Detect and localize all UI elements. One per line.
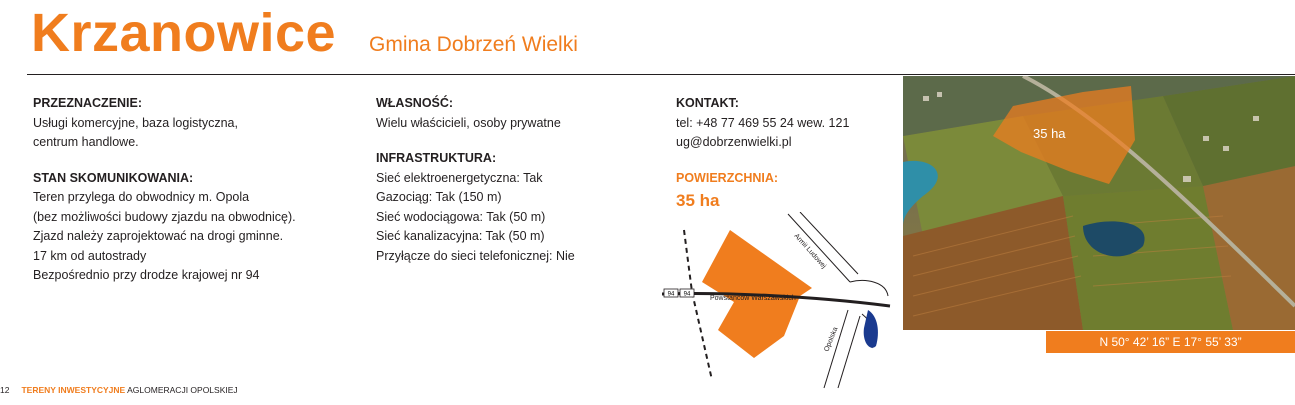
ownership-value: Wielu właścicieli, osoby prywatne	[376, 115, 561, 130]
page-title: Krzanowice	[31, 3, 337, 63]
contact-email[interactable]: ug@dobrzenwielki.pl	[676, 135, 792, 149]
access-line: Zjazd należy zaprojektować na drogi gminne.	[33, 229, 284, 243]
water-body	[864, 310, 878, 348]
purpose-line: Usługi komercyjne, baza logistyczna,	[33, 115, 238, 130]
footer-highlight: TERENY INWESTYCYJNE	[21, 385, 126, 395]
contact-phone: tel: +48 77 469 55 24 wew. 121	[676, 115, 850, 130]
access-heading: STAN SKOMUNIKOWANIA:	[33, 170, 194, 185]
access-line: 17 km od autostrady	[33, 248, 147, 263]
contact-heading: KONTAKT:	[676, 96, 739, 110]
page-subtitle: Gmina Dobrzeń Wielki	[369, 33, 578, 56]
infra-line: Sieć elektroenergetyczna: Tak	[376, 170, 543, 185]
railway-line	[684, 230, 712, 380]
aerial-photo	[903, 76, 1295, 330]
area-value: 35 ha	[676, 191, 720, 210]
column-ownership	[376, 94, 575, 266]
access-line: Teren przylega do obwodnicy m. Opola	[33, 190, 250, 204]
photo-area-label: 35 ha	[1033, 126, 1066, 141]
access-line: (bez możliwości budowy zjazdu na obwodnicę).	[33, 209, 296, 224]
gps-coordinates: N 50° 42’ 16” E 17° 55’ 33”	[1046, 331, 1295, 353]
street-label-opolska: Opolska	[823, 326, 840, 353]
street-label-powstancow: Powstańców Warszawskich	[710, 295, 796, 302]
column-purpose	[33, 94, 296, 286]
road-badge-label: 94	[683, 291, 691, 298]
infra-line: Sieć kanalizacyjna: Tak (50 m)	[376, 229, 545, 243]
road-badge-label: 94	[667, 291, 675, 298]
footer-text: AGLOMERACJI OPOLSKIEJ	[125, 385, 238, 395]
street-label-armii: Armii Ludowej	[792, 232, 828, 271]
page-number: 12	[0, 385, 10, 395]
header-divider	[27, 74, 1295, 75]
purpose-heading: PRZEZNACZENIE:	[33, 96, 143, 110]
location-map	[662, 212, 897, 390]
access-line: Bezpośrednio przy drodze krajowej nr 94	[33, 268, 260, 282]
column-contact	[676, 94, 849, 211]
infra-line: Przyłącze do sieci telefonicznej: Nie	[376, 248, 575, 263]
ownership-heading: WŁASNOŚĆ:	[376, 96, 454, 110]
purpose-line: centrum handlowe.	[33, 135, 139, 149]
infra-line: Gazociąg: Tak (150 m)	[376, 190, 502, 204]
footer	[0, 385, 238, 395]
area-heading: POWIERZCHNIA:	[676, 170, 779, 185]
infra-line: Sieć wodociągowa: Tak (50 m)	[376, 209, 546, 224]
infra-heading: INFRASTRUKTURA:	[376, 151, 497, 165]
